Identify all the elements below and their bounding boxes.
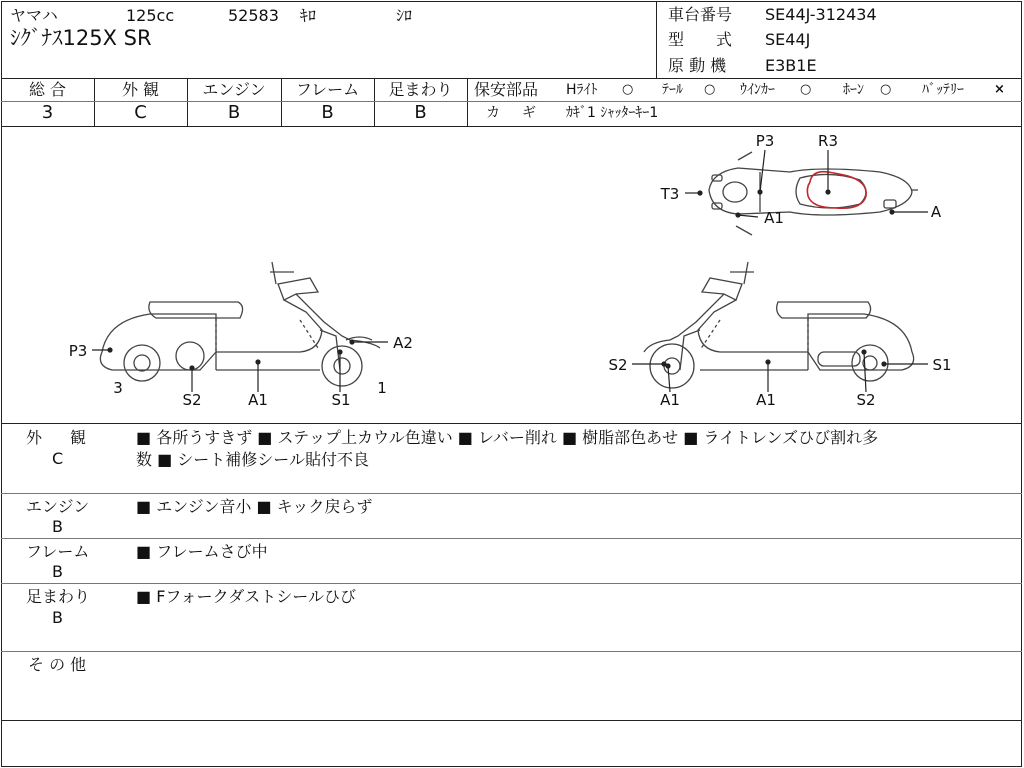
scooter-right-view (644, 262, 914, 388)
label-right-s2-front: S2 (608, 356, 628, 374)
label-right-s1: S1 (932, 356, 952, 374)
grade-suspension-value: B (414, 102, 427, 123)
header-divider (656, 1, 657, 79)
key-label: カ ギ (486, 105, 540, 121)
label-left-p3: P3 (68, 342, 88, 360)
maker: ヤマハ (10, 6, 58, 25)
grade-engine-value: B (227, 102, 241, 123)
notes-bottom-line (1, 720, 1022, 721)
notes-other-label: そ の 他 (28, 655, 87, 674)
scooter-top-view (709, 152, 918, 235)
grade-overall-label: 総 合 (28, 80, 67, 99)
model-code-label: 型 式 (668, 30, 741, 49)
safety-headlight: Hﾗｲﾄ (566, 82, 598, 98)
grade-suspension-label: 足まわり (388, 80, 453, 99)
grade-frame-label: フレーム (295, 80, 360, 99)
key-value: ｶｷﾞ1 ｼｬｯﾀｰｷｰ1 (566, 105, 659, 121)
frame-no-label: 車台番号 (668, 5, 733, 24)
label-top-p3: P3 (755, 132, 775, 150)
label-top-a: A (930, 203, 942, 221)
mileage-unit: ｷﾛ (300, 6, 317, 25)
notes-frame-text: ■ フレームさび中 (136, 542, 268, 561)
label-left-3: 3 (113, 379, 123, 397)
engine-label: 原 動 機 (668, 56, 727, 75)
notes-divider (1, 493, 1022, 494)
notes-exterior-line2: 数 ■ シート補修シール貼付不良 (136, 450, 369, 469)
notes-engine-text: ■ エンジン音小 ■ キック戻らず (136, 497, 373, 516)
horn-mark: ○ (880, 82, 892, 97)
notes-exterior-grade: C (52, 449, 64, 468)
label-top-r3: R3 (818, 132, 838, 150)
label-left-a1: A1 (248, 391, 268, 409)
frame-no: SE44J-312434 (765, 5, 877, 24)
diagram-bottom-line (1, 423, 1022, 424)
model-name: ｼｸﾞﾅｽ125X SR (10, 26, 152, 50)
label-right-s2: S2 (856, 391, 876, 409)
color: ｼﾛ (396, 6, 413, 25)
mileage: 52583 (228, 6, 279, 25)
grade-overall-value: 3 (41, 102, 54, 123)
safety-mid-line (467, 101, 1022, 102)
battery-mark: × (994, 82, 1005, 97)
notes-divider (1, 538, 1022, 539)
label-top-t3: T3 (660, 185, 680, 203)
header-bottom-line (1, 78, 1022, 79)
notes-engine-label: エンジン (26, 497, 90, 516)
notes-frame-label: フレーム (26, 542, 90, 561)
label-left-s2: S2 (182, 391, 202, 409)
safety-label: 保安部品 (474, 80, 539, 99)
grade-frame-value: B (321, 102, 334, 123)
notes-divider (1, 583, 1022, 584)
notes-divider (1, 651, 1022, 652)
scooter-left-view (100, 262, 380, 386)
notes-frame-grade: B (52, 562, 63, 581)
grade-exterior-label: 外 観 (121, 80, 160, 99)
damage-circle-r3 (807, 172, 866, 209)
safety-winker: ｳｲﾝｶｰ (740, 82, 775, 98)
label-right-a1: A1 (756, 391, 776, 409)
label-left-1: 1 (377, 379, 387, 397)
winker-mark: ○ (800, 82, 812, 97)
safety-taillight: ﾃｰﾙ (662, 82, 683, 98)
grade-exterior-value: C (134, 102, 147, 123)
label-top-a1: A1 (764, 209, 784, 227)
notes-exterior-label: 外 観 (26, 428, 93, 447)
label-left-a2: A2 (393, 334, 413, 352)
notes-exterior-line1: ■ 各所うすきず ■ ステップ上カウル色違い ■ レバー削れ ■ 樹脂部色あせ ■ ライトレンズひび割れ多 (136, 428, 879, 447)
notes-engine-grade: B (52, 517, 63, 536)
headlight-mark: ○ (622, 82, 634, 97)
damage-diagram (0, 126, 1024, 423)
safety-battery: ﾊﾞｯﾃﾘｰ (922, 82, 964, 98)
notes-suspension-label: 足まわり (26, 587, 91, 606)
grade-engine-label: エンジン (202, 80, 266, 99)
displacement: 125cc (126, 6, 175, 25)
label-left-s1: S1 (331, 391, 351, 409)
taillight-mark: ○ (704, 82, 716, 97)
notes-suspension-text: ■ Fフォークダストシールひび (136, 587, 356, 606)
engine-code: E3B1E (765, 56, 817, 75)
notes-suspension-grade: B (52, 608, 63, 627)
label-right-a1-front: A1 (660, 391, 680, 409)
grade-divider (467, 78, 468, 126)
safety-horn: ﾎｰﾝ (843, 82, 864, 98)
model-code: SE44J (765, 30, 811, 49)
